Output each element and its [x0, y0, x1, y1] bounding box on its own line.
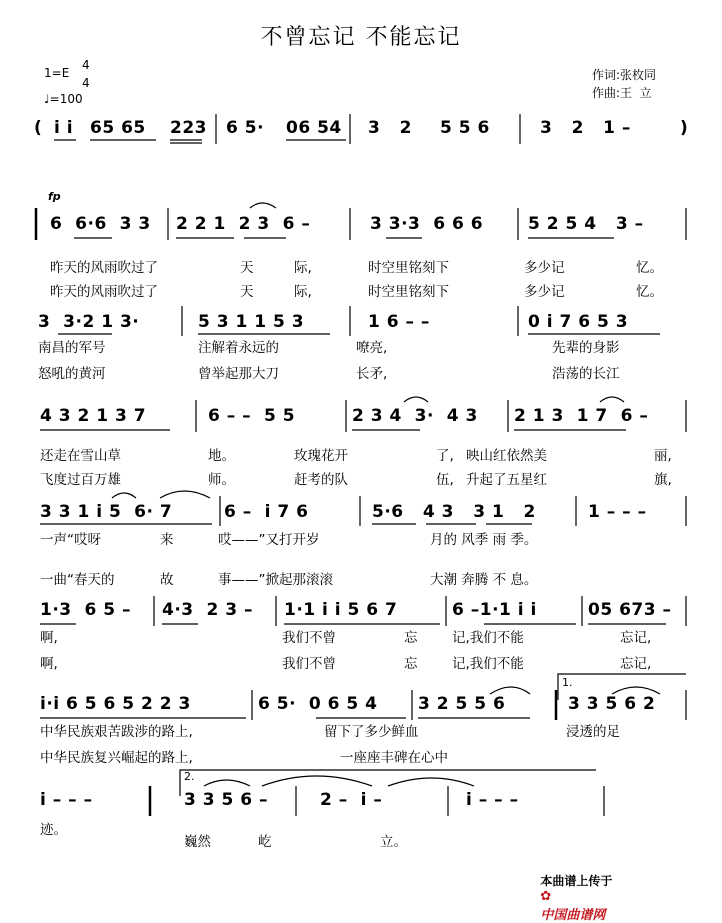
note-group: 4·3 2 3 – — [162, 600, 253, 620]
key-signature: 1=E — [44, 66, 70, 80]
volta-1-label: 1. — [562, 676, 573, 689]
note-group: 05 673 – — [588, 600, 672, 620]
note-group: 0 i 7 6 5 3 — [528, 312, 629, 332]
lyric: 我们不曾 — [282, 630, 336, 646]
lyric: 天 — [240, 260, 254, 276]
lyric: 忘 — [404, 656, 418, 672]
note-group: i – – – — [466, 790, 519, 810]
note-group: 3 2 — [368, 118, 412, 138]
note-group: 5 3 1 1 5 3 — [198, 312, 305, 332]
note-group: 3 3·3 6 6 6 — [370, 214, 484, 234]
note-group: 6 –1·1 i i — [452, 600, 537, 620]
site-name[interactable]: 中国曲谱网 — [540, 908, 606, 923]
note-group: 6 5· — [226, 118, 265, 138]
lyric: 来 — [160, 532, 174, 548]
note-group: 5 5 6 — [440, 118, 490, 138]
note-group: 6 5· 0 6 5 4 — [258, 694, 378, 714]
note-group: 6 6·6 3 3 — [50, 214, 151, 234]
note-group: 3 3 1 i 5 6· 7 — [40, 502, 173, 522]
lyric: 啊, — [40, 656, 58, 672]
composer: 作曲:王 立 — [592, 86, 652, 100]
note-group: 3 2 1 – — [540, 118, 631, 138]
lyric: 际, — [294, 284, 312, 300]
lyric: 多少记 — [524, 260, 565, 276]
lyric: 玫瑰花开 — [294, 448, 348, 464]
lyric: 丽, — [654, 448, 672, 464]
time-signature-bottom: 4 — [82, 76, 90, 90]
lyric: 注解着永远的 — [198, 340, 279, 356]
note-group: 3 3 5 6 – — [184, 790, 268, 810]
note-group: 5·6 4 3 3 1 2 — [372, 502, 536, 522]
tempo-value: =100 — [49, 92, 83, 106]
lyric: 际, — [294, 260, 312, 276]
lyric: 记,我们不能 — [452, 656, 524, 672]
note-group: ( — [34, 118, 43, 138]
lyric: 忆。 — [636, 260, 663, 276]
lyric: 哎——”又打开岁 — [218, 532, 320, 548]
lyric: 故 — [160, 572, 174, 588]
note-group: 2 1 3 1 7 6 – — [514, 406, 649, 426]
lyric: 时空里铭刻下 — [368, 260, 449, 276]
lyric: 曾举起那大刀 — [198, 366, 279, 382]
note-group: 6 – i 7 6 — [224, 502, 309, 522]
note-group: 06 54 — [286, 118, 342, 138]
note-group: 2 – i – — [320, 790, 383, 810]
lyric: 忆。 — [636, 284, 663, 300]
lyric: 记,我们不能 — [452, 630, 524, 646]
lyric: 昨天的风雨吹过了 — [50, 284, 158, 300]
time-signature-top: 4 — [82, 58, 90, 72]
lyric: 旗, — [654, 472, 672, 488]
lyric: 一座座丰碑在心中 — [340, 750, 448, 766]
lyric: 长矛, — [356, 366, 388, 382]
lyric: 时空里铭刻下 — [368, 284, 449, 300]
lyric: 先辈的身影 — [552, 340, 620, 356]
tempo-mark — [44, 92, 83, 106]
lyric: 中华民族复兴崛起的路上, — [40, 750, 193, 766]
lyric: 地。 — [208, 448, 235, 464]
lyric: 忘记, — [620, 656, 652, 672]
upload-text: 本曲谱上传于 — [540, 874, 613, 888]
lyric: 映山红依然美 — [466, 448, 547, 464]
lyric: 一声“哎呀 — [40, 532, 101, 548]
lyric: 我们不曾 — [282, 656, 336, 672]
note-group: 1 – – – — [588, 502, 647, 522]
lyric: 巍然 — [184, 834, 211, 850]
note-group: i·i 6 5 6 5 2 2 3 — [40, 694, 191, 714]
lyric: 还走在雪山草 — [40, 448, 121, 464]
lyric: 师。 — [208, 472, 235, 488]
lyric: 伍, — [436, 472, 454, 488]
lyric: 嘹亮, — [356, 340, 388, 356]
note-group: 1·3 6 5 – — [40, 600, 131, 620]
lyric: 立。 — [380, 834, 407, 850]
note-group: 223 — [170, 118, 207, 138]
lyric: 啊, — [40, 630, 58, 646]
lyric: 赶考的队 — [294, 472, 348, 488]
note-group: 3 2 5 5 6 — [418, 694, 506, 714]
note-group: 2 2 1 2 3 6 – — [176, 214, 311, 234]
note-group: i – – – — [40, 790, 93, 810]
lyric: 浩荡的长江 — [552, 366, 620, 382]
lyric: 大潮 奔腾 不 息。 — [430, 572, 538, 588]
lyric: 忘记, — [620, 630, 652, 646]
note-group: 4 3 2 1 3 7 — [40, 406, 147, 426]
note-group: 3 3 5 6 2 — [568, 694, 656, 714]
lyric: 月的 风季 雨 季。 — [430, 532, 538, 548]
lyric: 屹 — [258, 834, 272, 850]
dynamic-mark: fp — [48, 190, 61, 203]
volta-2-label: 2. — [184, 770, 195, 783]
lyric: 迹。 — [40, 822, 67, 838]
site-logo-icon: ✿ — [540, 889, 552, 904]
page-title: 不曾忘记 不能忘记 — [260, 25, 462, 50]
lyric: 升起了五星红 — [466, 472, 547, 488]
quarter-note-icon: ♩ — [44, 92, 50, 106]
lyric: 飞度过百万雄 — [40, 472, 121, 488]
note-group: 65 65 — [90, 118, 146, 138]
note-group: ) — [680, 118, 689, 138]
lyric: 忘 — [404, 630, 418, 646]
lyric: 南昌的军号 — [38, 340, 106, 356]
lyric: 一曲“春天的 — [40, 572, 115, 588]
footer-upload — [532, 858, 612, 923]
lyric: 中华民族艰苦跋涉的路上, — [40, 724, 193, 740]
note-group: 1 6 – – — [368, 312, 430, 332]
lyric: 留下了多少鲜血 — [324, 724, 419, 740]
lyric: 了, — [436, 448, 454, 464]
lyricist: 作词:张枚同 — [592, 68, 657, 82]
note-group: 6 – – 5 5 — [208, 406, 296, 426]
lyric: 事——”掀起那滚滚 — [218, 572, 333, 588]
note-group: 3 3·2 1 3· — [38, 312, 140, 332]
lyric: 昨天的风雨吹过了 — [50, 260, 158, 276]
lyric: 浸透的足 — [566, 724, 620, 740]
note-group: 2 3 4 3· 4 3 — [352, 406, 478, 426]
note-group: i i — [54, 118, 74, 138]
note-group: 1·1 i i 5 6 7 — [284, 600, 398, 620]
lyric: 多少记 — [524, 284, 565, 300]
note-group: 5 2 5 4 3 – — [528, 214, 644, 234]
lyric: 天 — [240, 284, 254, 300]
lyric: 怒吼的黄河 — [38, 366, 106, 382]
